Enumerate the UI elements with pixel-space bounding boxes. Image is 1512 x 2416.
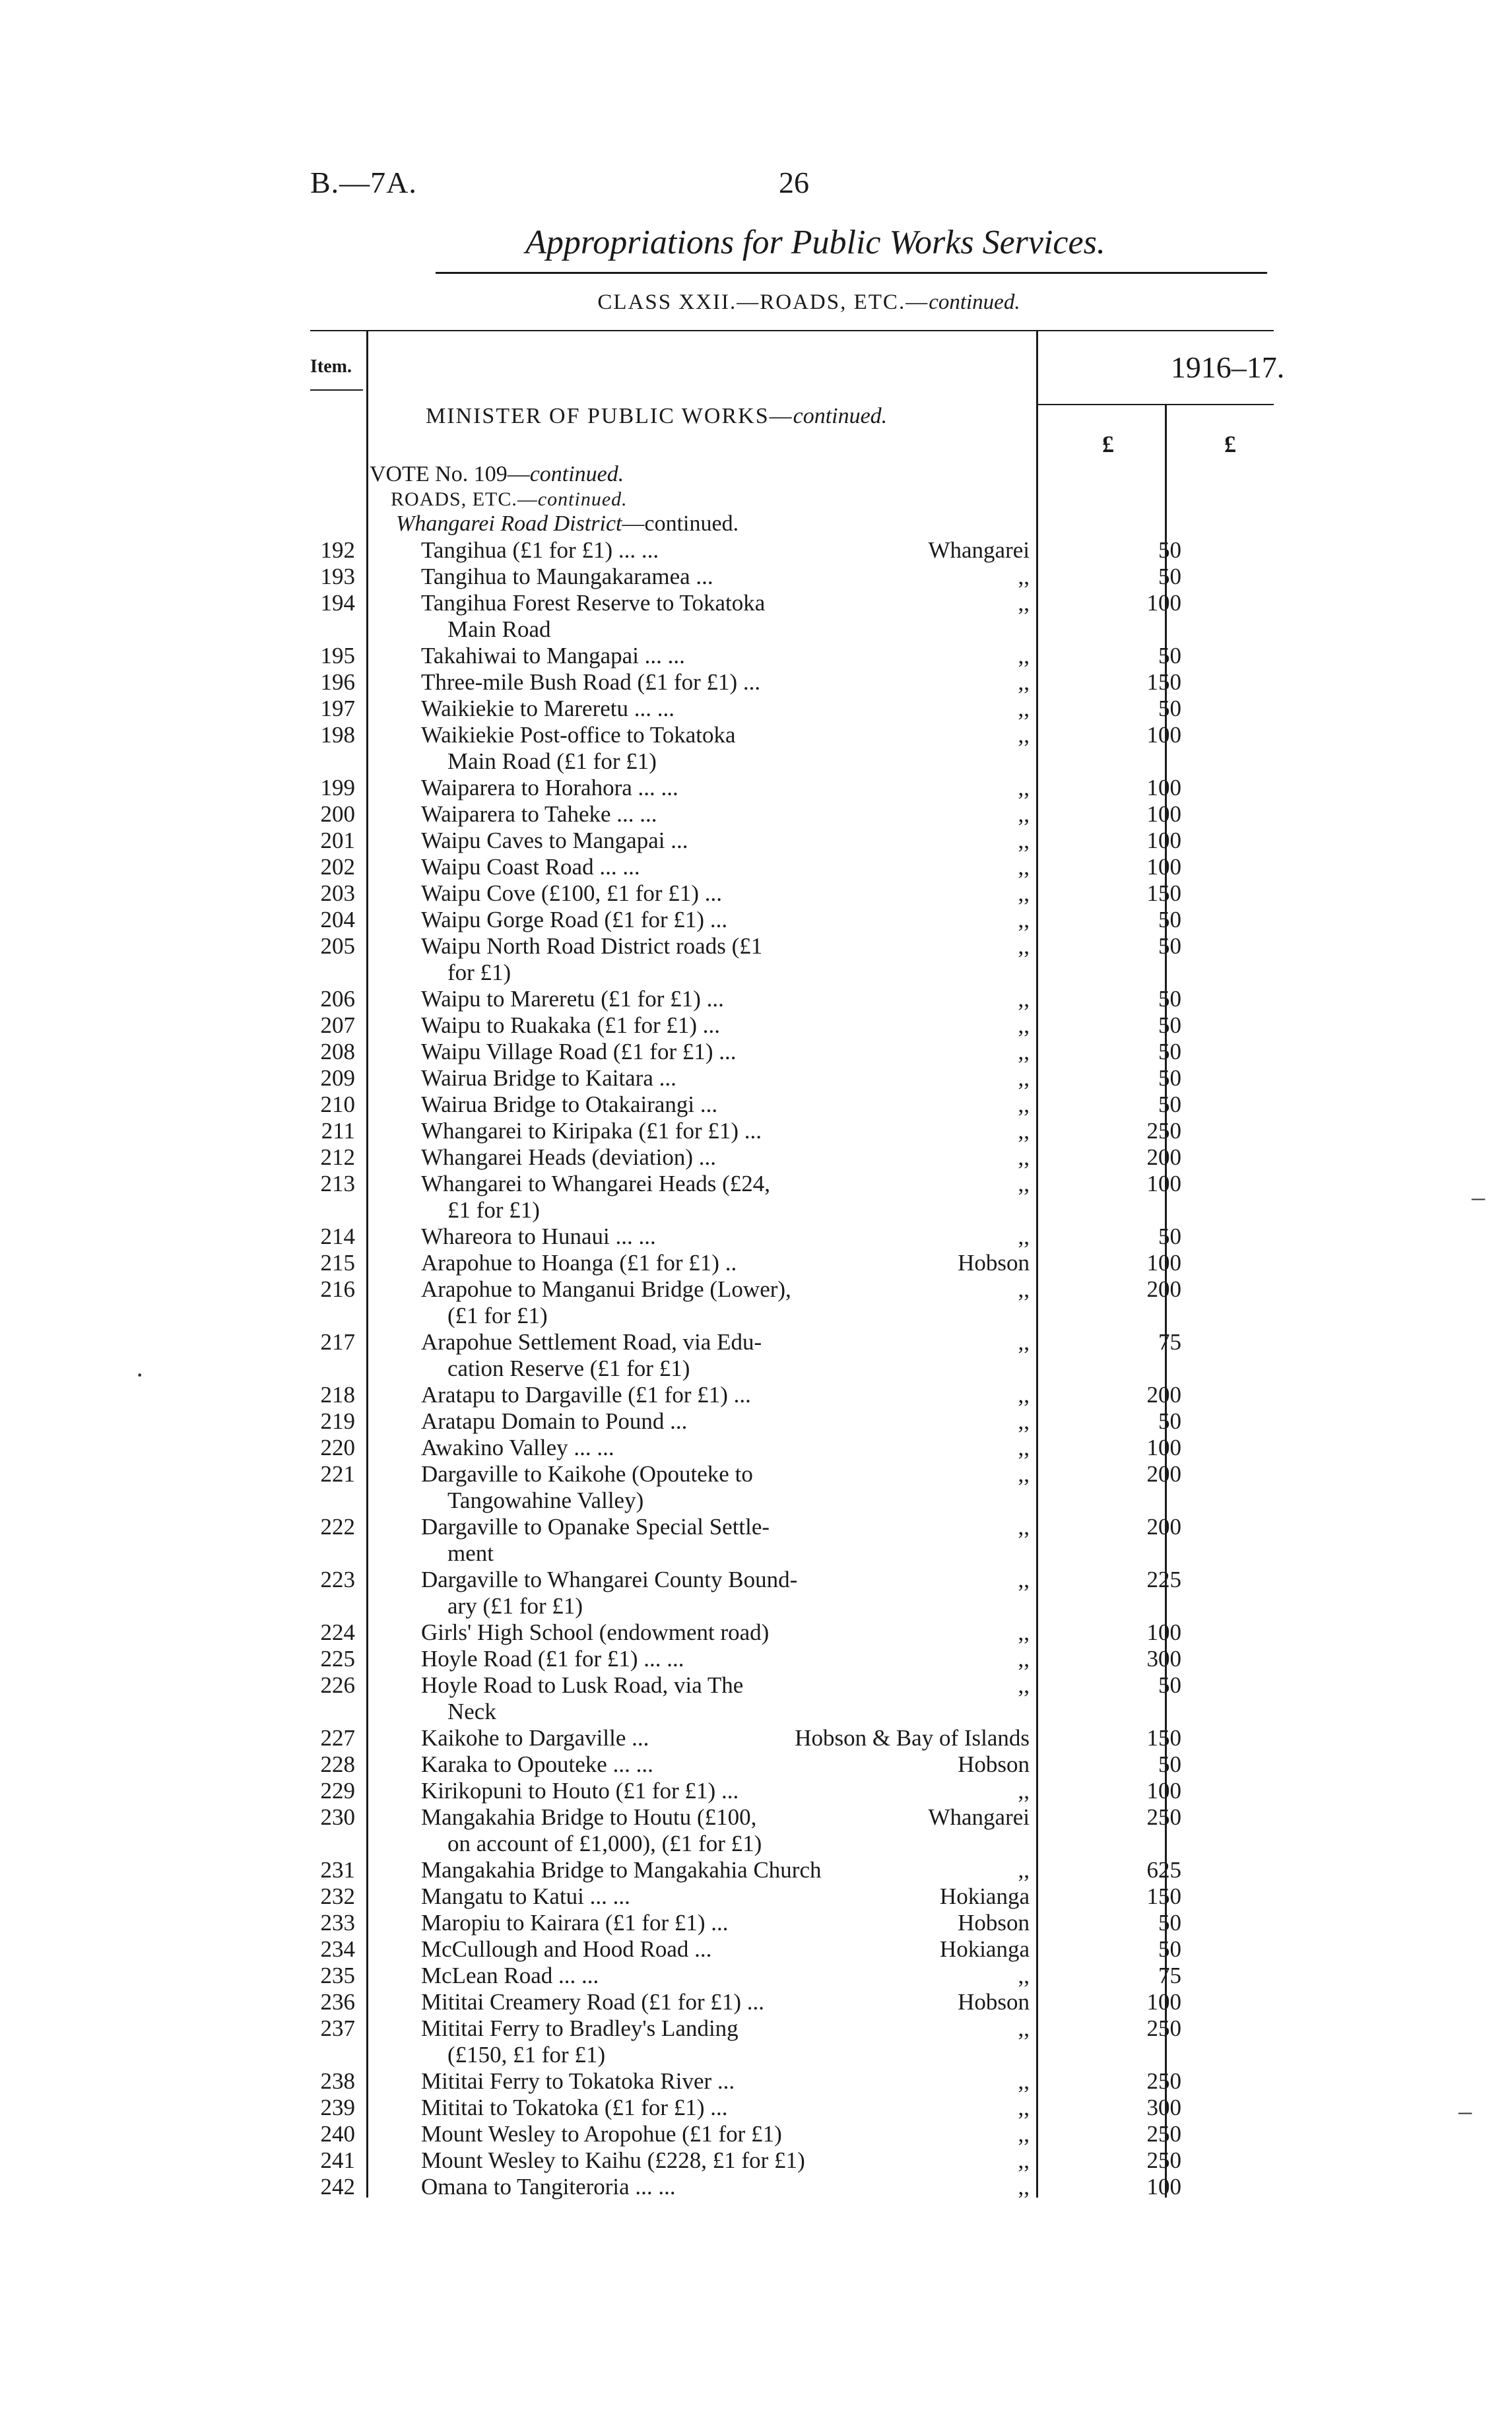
road-description [421, 1435, 896, 1461]
road-description [421, 775, 896, 801]
road-description [421, 1065, 896, 1092]
amount: 50 [1158, 643, 1181, 669]
page-number: 26 [779, 166, 809, 199]
item-number: 219 [320, 1408, 355, 1434]
electoral-district: ,, [1018, 880, 1030, 906]
item-number: 208 [320, 1039, 355, 1064]
amount: 50 [1158, 1065, 1181, 1091]
road-description [421, 1963, 896, 1989]
amount: 100 [1146, 801, 1181, 827]
amount: 100 [1146, 722, 1181, 748]
description-line: Waipu Gorge Road (£1 for £1) ... [421, 907, 728, 932]
description-line: Mititai Creamery Road (£1 for £1) ... [421, 1989, 765, 2015]
road-description [421, 2147, 896, 2174]
amount: 250 [1146, 2068, 1181, 2094]
description-line: Whangarei to Kiripaka (£1 for £1) ... [421, 1118, 762, 1144]
electoral-district: ,, [1018, 669, 1030, 695]
road-description [421, 1171, 896, 1224]
description-continuation: Main Road (£1 for £1) [447, 748, 657, 774]
description-line: Mangakahia Bridge to Houtu (£100, [421, 1804, 757, 1830]
item-number: 227 [320, 1725, 355, 1751]
amount: 50 [1158, 564, 1181, 589]
electoral-district: ,, [1018, 722, 1030, 748]
electoral-district: ,, [1018, 2121, 1030, 2147]
electoral-district: ,, [1018, 1435, 1030, 1460]
item-number: 218 [320, 1382, 355, 1408]
item-number: 195 [320, 643, 355, 669]
road-description [421, 1408, 896, 1435]
amount: 50 [1158, 696, 1181, 721]
item-number: 235 [320, 1963, 355, 1988]
description-line: Aratapu Domain to Pound ... [421, 1408, 688, 1434]
electoral-district: ,, [1018, 1672, 1030, 1698]
amount: 200 [1146, 1276, 1181, 1302]
electoral-district: ,, [1018, 2174, 1030, 2200]
item-number: 205 [320, 933, 355, 959]
electoral-district: Hobson [958, 1910, 1030, 1936]
item-number: 196 [320, 669, 355, 695]
item-number: 202 [320, 854, 355, 880]
amount: 50 [1158, 1936, 1181, 1962]
road-description [421, 2121, 896, 2147]
description-line: Waipu Cove (£100, £1 for £1) ... [421, 880, 722, 906]
description-line: Mititai to Tokatoka (£1 for £1) ... [421, 2095, 728, 2120]
description-line: Mititai Ferry to Tokatoka River ... [421, 2068, 735, 2094]
electoral-district: Whangarei [928, 1804, 1030, 1830]
description-line: Waipu North Road District roads (£1 [421, 933, 763, 959]
year-header-rule [1036, 404, 1274, 405]
amount: 50 [1158, 986, 1181, 1012]
electoral-district: ,, [1018, 643, 1030, 669]
amount: 150 [1146, 669, 1181, 695]
description-line: Awakino Valley ... ... [421, 1435, 614, 1460]
amount: 100 [1146, 1619, 1181, 1645]
item-number: 234 [320, 1936, 355, 1962]
road-description [421, 1329, 896, 1382]
item-number: 224 [320, 1619, 355, 1645]
electoral-district: Hobson [958, 1989, 1030, 2015]
description-line: Dargaville to Opanake Special Settle- [421, 1514, 770, 1540]
electoral-district: ,, [1018, 590, 1030, 616]
item-number: 238 [320, 2068, 355, 2094]
road-description [421, 1012, 896, 1039]
description-continuation: on account of £1,000), (£1 for £1) [447, 1831, 762, 1856]
item-number: 207 [320, 1012, 355, 1038]
road-description [421, 1567, 896, 1619]
item-number: 192 [320, 537, 355, 563]
description-line: Dargaville to Whangarei County Bound- [421, 1567, 798, 1592]
item-number: 212 [320, 1144, 355, 1170]
road-description [421, 1092, 896, 1118]
description-line: Tangihua (£1 for £1) ... ... [421, 537, 659, 563]
item-header-rule [310, 389, 363, 391]
description-continuation: Tangowahine Valley) [447, 1487, 644, 1513]
road-description [421, 669, 896, 696]
amount: 50 [1158, 1092, 1181, 1117]
electoral-district: ,, [1018, 2015, 1030, 2041]
electoral-district: Hobson [958, 1250, 1030, 1276]
amount: 50 [1158, 907, 1181, 932]
amount: 100 [1146, 1171, 1181, 1196]
amount: 150 [1146, 1883, 1181, 1909]
district-subheading: Whangarei Road District—continued. [396, 511, 739, 536]
amount: 200 [1146, 1514, 1181, 1540]
item-number: 237 [320, 2015, 355, 2041]
road-description [421, 1778, 896, 1804]
description-line: Karaka to Opouteke ... ... [421, 1751, 653, 1777]
electoral-district: ,, [1018, 775, 1030, 800]
amount: 100 [1146, 1989, 1181, 2015]
electoral-district: ,, [1018, 907, 1030, 932]
electoral-district: Hokianga [939, 1936, 1030, 1962]
item-number: 240 [320, 2121, 355, 2147]
electoral-district: ,, [1018, 2068, 1030, 2094]
description-line: Whareora to Hunaui ... ... [421, 1224, 656, 1249]
electoral-district: ,, [1018, 1171, 1030, 1196]
description-line: Waipu to Mareretu (£1 for £1) ... [421, 986, 724, 1012]
item-number: 242 [320, 2174, 355, 2200]
electoral-district: ,, [1018, 1329, 1030, 1355]
road-description [421, 1989, 896, 2015]
electoral-district: ,, [1018, 1963, 1030, 1988]
electoral-district: ,, [1018, 1619, 1030, 1645]
item-number: 194 [320, 590, 355, 616]
electoral-district: ,, [1018, 828, 1030, 853]
road-description [421, 986, 896, 1012]
road-description [421, 643, 896, 669]
item-number: 213 [320, 1171, 355, 1196]
electoral-district: ,, [1018, 986, 1030, 1012]
item-number: 211 [321, 1118, 355, 1144]
amount: 300 [1146, 2095, 1181, 2120]
item-number: 239 [320, 2095, 355, 2120]
description-line: Wairua Bridge to Kaitara ... [421, 1065, 676, 1091]
road-description [421, 2068, 896, 2095]
description-line: Omana to Tangiteroria ... ... [421, 2174, 676, 2200]
description-line: Mititai Ferry to Bradley's Landing [421, 2015, 739, 2041]
road-description [421, 2174, 896, 2200]
currency-header-2: £ [1224, 431, 1236, 457]
road-description [421, 1461, 896, 1514]
item-number: 232 [320, 1883, 355, 1909]
description-line: Arapohue Settlement Road, via Edu- [421, 1329, 762, 1355]
amount: 200 [1146, 1382, 1181, 1408]
item-number: 228 [320, 1751, 355, 1777]
amount: 625 [1146, 1857, 1181, 1883]
amount: 50 [1158, 1408, 1181, 1434]
page-title: Appropriations for Public Works Services. [525, 224, 1105, 261]
item-number: 198 [320, 722, 355, 748]
description-line: Mangatu to Katui ... ... [421, 1883, 630, 1909]
description-continuation: ary (£1 for £1) [447, 1593, 583, 1619]
document-reference: B.—7A. [310, 166, 417, 199]
item-number: 199 [320, 775, 355, 800]
electoral-district: ,, [1018, 1461, 1030, 1487]
amount: 200 [1146, 1144, 1181, 1170]
amount: 50 [1158, 1039, 1181, 1064]
road-description [421, 1646, 896, 1672]
amount: 100 [1146, 2174, 1181, 2200]
road-description [421, 1804, 896, 1857]
description-continuation: Neck [447, 1699, 496, 1724]
electoral-district: ,, [1018, 2095, 1030, 2120]
class-heading: CLASS XXII.—ROADS, ETC.—continued. [597, 290, 1020, 314]
electoral-district: ,, [1018, 1646, 1030, 1672]
amount: 75 [1158, 1963, 1181, 1988]
amount: 200 [1146, 1461, 1181, 1487]
item-column-divider [366, 330, 368, 2198]
electoral-district: ,, [1018, 1065, 1030, 1091]
amount: 100 [1146, 828, 1181, 853]
table-top-rule [310, 330, 1274, 331]
electoral-district: ,, [1018, 1382, 1030, 1408]
description-line: Hoyle Road to Lusk Road, via The [421, 1672, 744, 1698]
road-description [421, 1039, 896, 1065]
amount: 250 [1146, 1118, 1181, 1144]
item-number: 209 [320, 1065, 355, 1091]
road-description [421, 1224, 896, 1250]
item-number: 201 [320, 828, 355, 853]
road-description [421, 722, 896, 775]
electoral-district: Hobson [958, 1751, 1030, 1777]
amount: 100 [1146, 854, 1181, 880]
road-description [421, 1857, 896, 1883]
currency-header-1: £ [1102, 431, 1114, 457]
road-description [421, 2095, 896, 2121]
amount: 100 [1146, 1250, 1181, 1276]
description-line: Waipu to Ruakaka (£1 for £1) ... [421, 1012, 721, 1038]
description-continuation: for £1) [447, 960, 511, 985]
electoral-district: ,, [1018, 1144, 1030, 1170]
electoral-district: ,, [1018, 1567, 1030, 1592]
item-number: 229 [320, 1778, 355, 1804]
roads-subheading: ROADS, ETC.—continued. [391, 488, 628, 510]
amount: 50 [1158, 1910, 1181, 1936]
title-rule [436, 272, 1267, 274]
road-description [421, 2015, 896, 2068]
electoral-district: ,, [1018, 801, 1030, 827]
description-line: Three-mile Bush Road (£1 for £1) ... [421, 669, 761, 695]
item-number: 193 [320, 564, 355, 589]
item-number: 230 [320, 1804, 355, 1830]
road-description [421, 1118, 896, 1144]
description-continuation: £1 for £1) [447, 1197, 540, 1223]
district-column-divider [1036, 330, 1038, 2198]
description-line: Girls' High School (endowment road) [421, 1619, 770, 1645]
amount: 250 [1146, 2121, 1181, 2147]
amount: 100 [1146, 590, 1181, 616]
description-line: Mount Wesley to Kaihu (£228, £1 for £1) [421, 2147, 805, 2173]
electoral-district: ,, [1018, 1012, 1030, 1038]
margin-speck-left: · [135, 1360, 145, 1390]
road-description [421, 1936, 896, 1963]
electoral-district: ,, [1018, 933, 1030, 959]
amount: 225 [1146, 1567, 1181, 1592]
road-description [421, 1619, 896, 1646]
road-description [421, 1751, 896, 1778]
item-number: 231 [320, 1857, 355, 1883]
electoral-district: ,, [1018, 854, 1030, 880]
item-number: 214 [320, 1224, 355, 1249]
electoral-district: ,, [1018, 1514, 1030, 1540]
electoral-district: ,, [1018, 696, 1030, 721]
amount: 100 [1146, 775, 1181, 800]
description-continuation: Main Road [447, 616, 551, 642]
amount: 75 [1158, 1329, 1181, 1355]
item-number: 200 [320, 801, 355, 827]
amount: 250 [1146, 2147, 1181, 2173]
item-number: 221 [320, 1461, 355, 1487]
item-column-header: Item. [310, 356, 352, 377]
electoral-district: ,, [1018, 1039, 1030, 1064]
electoral-district: ,, [1018, 2147, 1030, 2173]
road-description [421, 537, 896, 564]
electoral-district: Hokianga [939, 1883, 1030, 1909]
road-description [421, 880, 896, 907]
amount: 50 [1158, 1224, 1181, 1249]
road-description [421, 933, 896, 986]
description-line: Arapohue to Hoanga (£1 for £1) .. [421, 1250, 737, 1276]
road-description [421, 1144, 896, 1171]
amount: 50 [1158, 1672, 1181, 1698]
description-line: Whangarei to Whangarei Heads (£24, [421, 1171, 770, 1196]
electoral-district: ,, [1018, 1857, 1030, 1883]
amount: 150 [1146, 1725, 1181, 1751]
amount: 100 [1146, 1435, 1181, 1460]
road-description [421, 1910, 896, 1936]
amount: 50 [1158, 1751, 1181, 1777]
margin-mark-right: – [1459, 2096, 1472, 2126]
description-continuation: cation Reserve (£1 for £1) [447, 1355, 690, 1381]
item-number: 210 [320, 1092, 355, 1117]
item-number: 225 [320, 1646, 355, 1672]
item-number: 226 [320, 1672, 355, 1698]
description-line: Waipu Caves to Mangapai ... [421, 828, 688, 853]
electoral-district: ,, [1018, 564, 1030, 589]
item-number: 220 [320, 1435, 355, 1460]
amount: 50 [1158, 933, 1181, 959]
item-number: 206 [320, 986, 355, 1012]
road-description [421, 828, 896, 854]
electoral-district: Whangarei [928, 537, 1030, 563]
description-line: McCullough and Hood Road ... [421, 1936, 712, 1962]
description-continuation: ment [447, 1540, 494, 1566]
item-number: 241 [320, 2147, 355, 2173]
item-number: 203 [320, 880, 355, 906]
description-continuation: (£150, £1 for £1) [447, 2042, 606, 2068]
electoral-district: Hobson & Bay of Islands [795, 1725, 1030, 1751]
amount: 50 [1158, 1012, 1181, 1038]
amount: 300 [1146, 1646, 1181, 1672]
vote-heading: VOTE No. 109—continued. [370, 462, 624, 486]
road-description [421, 564, 896, 590]
description-line: Kirikopuni to Houto (£1 for £1) ... [421, 1778, 739, 1804]
margin-dash-right: – [1472, 1182, 1485, 1212]
item-number: 197 [320, 696, 355, 721]
electoral-district: ,, [1018, 1092, 1030, 1117]
amount: 250 [1146, 1804, 1181, 1830]
electoral-district: ,, [1018, 1408, 1030, 1434]
description-line: Waikiekie Post-office to Tokatoka [421, 722, 736, 748]
description-line: Aratapu to Dargaville (£1 for £1) ... [421, 1382, 751, 1408]
road-description [421, 854, 896, 880]
road-description [421, 1382, 896, 1408]
item-number: 222 [320, 1514, 355, 1540]
electoral-district: ,, [1018, 1778, 1030, 1804]
electoral-district: ,, [1018, 1118, 1030, 1144]
description-line: Waiparera to Taheke ... ... [421, 801, 657, 827]
item-number: 216 [320, 1276, 355, 1302]
description-line: McLean Road ... ... [421, 1963, 599, 1988]
road-description [421, 801, 896, 828]
amount: 50 [1158, 537, 1181, 563]
item-number: 223 [320, 1567, 355, 1592]
description-line: Wairua Bridge to Otakairangi ... [421, 1092, 718, 1117]
description-line: Waipu Village Road (£1 for £1) ... [421, 1039, 737, 1064]
description-line: Tangihua to Maungakaramea ... [421, 564, 713, 589]
item-number: 204 [320, 907, 355, 932]
description-line: Kaikohe to Dargaville ... [421, 1725, 649, 1751]
description-line: Arapohue to Manganui Bridge (Lower), [421, 1276, 791, 1302]
description-line: Waipu Coast Road ... ... [421, 854, 640, 880]
road-description [421, 696, 896, 722]
road-description [421, 1672, 896, 1725]
amount: 150 [1146, 880, 1181, 906]
electoral-district: ,, [1018, 1276, 1030, 1302]
description-line: Takahiwai to Mangapai ... ... [421, 643, 685, 669]
description-continuation: (£1 for £1) [447, 1303, 548, 1328]
ministry-heading: MINISTER OF PUBLIC WORKS—continued. [426, 404, 888, 428]
description-line: Mangakahia Bridge to Mangakahia Church [421, 1857, 822, 1883]
amount: 100 [1146, 1778, 1181, 1804]
item-number: 215 [320, 1250, 355, 1276]
description-line: Mount Wesley to Aropohue (£1 for £1) [421, 2121, 782, 2147]
description-line: Dargaville to Kaikohe (Opouteke to [421, 1461, 753, 1487]
year-column-header: 1916–17. [1170, 350, 1285, 384]
road-description [421, 907, 896, 933]
item-number: 236 [320, 1989, 355, 2015]
electoral-district: ,, [1018, 1224, 1030, 1249]
item-number: 233 [320, 1910, 355, 1936]
amount: 250 [1146, 2015, 1181, 2041]
road-description [421, 1250, 896, 1276]
item-number: 217 [320, 1329, 355, 1355]
road-description [421, 1883, 896, 1910]
description-line: Waikiekie to Mareretu ... ... [421, 696, 674, 721]
road-description [421, 590, 896, 643]
description-line: Waiparera to Horahora ... ... [421, 775, 678, 800]
description-line: Hoyle Road (£1 for £1) ... ... [421, 1646, 684, 1672]
description-line: Tangihua Forest Reserve to Tokatoka [421, 590, 766, 616]
road-description [421, 1276, 896, 1329]
road-description [421, 1514, 896, 1567]
description-line: Maropiu to Kairara (£1 for £1) ... [421, 1910, 729, 1936]
description-line: Whangarei Heads (deviation) ... [421, 1144, 717, 1170]
